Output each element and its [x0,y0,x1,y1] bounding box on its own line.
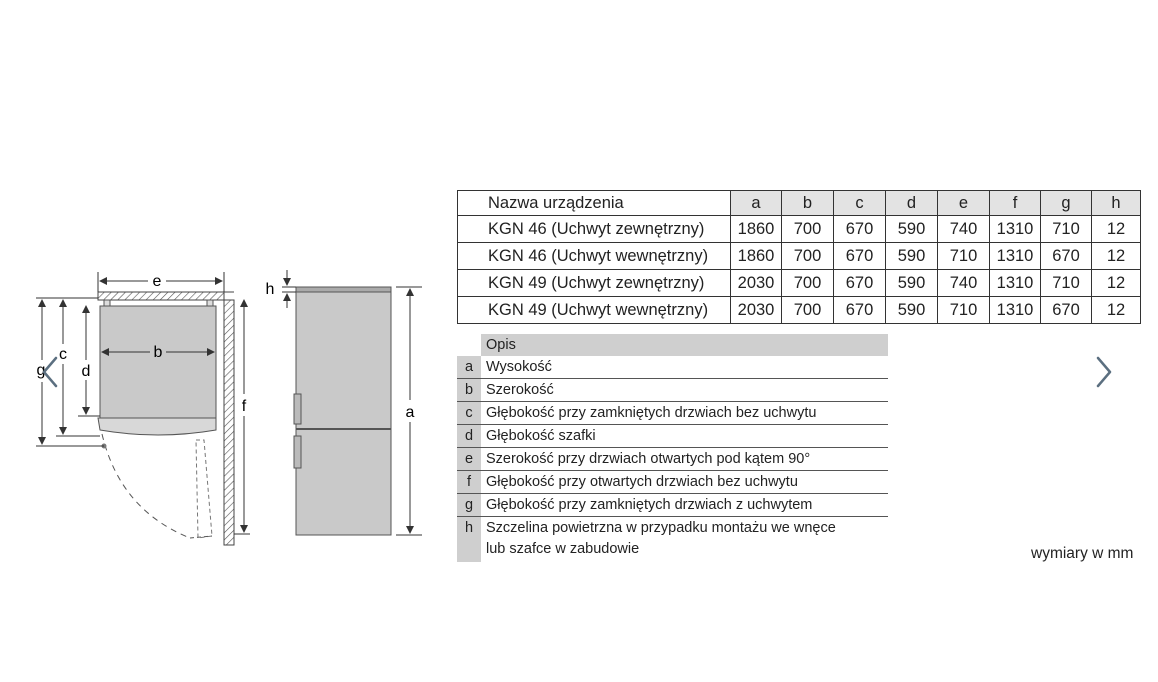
table-row [458,270,1141,297]
legend-table [457,334,888,562]
dim-label-a: a [405,404,415,421]
side-view [282,270,422,535]
value-cell-b: 700 [782,270,834,297]
value-cell-b: 700 [782,243,834,270]
column-header-name: Nazwa urządzenia [458,191,731,216]
legend-row-h [457,517,888,562]
column-header-f: f [990,191,1041,216]
chevron-left-icon [36,352,64,392]
previous-image-button[interactable] [36,352,64,392]
next-image-button[interactable] [1090,352,1118,392]
dim-label-b: b [153,344,163,361]
value-cell-b: 700 [782,297,834,324]
table-row [458,297,1141,324]
legend-key: g [457,494,481,516]
model-name-cell: KGN 49 (Uchwyt zewnętrzny) [458,270,731,297]
legend-key: e [457,448,481,470]
legend-description: Wysokość [486,359,552,375]
legend-description: Głębokość przy zamkniętych drzwiach z uchwytem [486,497,813,513]
column-header-c: c [834,191,886,216]
dim-label-h: h [265,281,275,298]
column-header-g: g [1041,191,1092,216]
value-cell-e: 710 [938,297,990,324]
dim-label-f: f [241,398,247,415]
chevron-right-icon [1090,352,1118,392]
legend-row-e [457,448,888,471]
value-cell-e: 740 [938,216,990,243]
value-cell-h: 12 [1092,270,1141,297]
top-view [36,272,250,545]
column-header-b: b [782,191,834,216]
model-name-cell: KGN 46 (Uchwyt zewnętrzny) [458,216,731,243]
value-cell-a: 1860 [731,216,782,243]
value-cell-c: 670 [834,270,886,297]
dimensions-table [457,190,1141,324]
legend-key: h [457,517,481,562]
value-cell-h: 12 [1092,297,1141,324]
column-header-h: h [1092,191,1141,216]
legend-title: Opis [481,334,888,356]
legend-description: Głębokość przy zamkniętych drzwiach bez uchwytu [486,405,817,421]
legend-description: Szerokość [486,382,554,398]
table-header-row [458,191,1141,216]
dim-label-c: c [59,346,67,363]
value-cell-a: 2030 [731,270,782,297]
legend-row-f [457,471,888,494]
value-cell-h: 12 [1092,243,1141,270]
value-cell-d: 590 [886,297,938,324]
units-note: wymiary w mm [1031,545,1134,562]
legend-description: Głębokość szafki [486,428,596,444]
legend-key: c [457,402,481,424]
legend-row-a [457,356,888,379]
value-cell-g: 710 [1041,270,1092,297]
value-cell-e: 740 [938,270,990,297]
value-cell-g: 670 [1041,297,1092,324]
legend-key: b [457,379,481,401]
dim-label-d: d [81,363,91,380]
column-header-a: a [731,191,782,216]
value-cell-d: 590 [886,243,938,270]
column-header-d: d [886,191,938,216]
value-cell-c: 670 [834,216,886,243]
value-cell-h: 12 [1092,216,1141,243]
dim-label-g: g [36,362,46,379]
table-row [458,243,1141,270]
legend-header [457,334,888,356]
legend-row-c [457,402,888,425]
value-cell-e: 710 [938,243,990,270]
value-cell-g: 670 [1041,243,1092,270]
legend-description: Głębokość przy otwartych drzwiach bez uchwytu [486,474,798,490]
value-cell-b: 700 [782,216,834,243]
value-cell-g: 710 [1041,216,1092,243]
legend-description: Szczelina powietrzna w przypadku montażu we wnęce lub szafce w zabudowie [486,520,836,557]
value-cell-f: 1310 [990,297,1041,324]
dim-label-e: e [152,273,162,290]
column-header-e: e [938,191,990,216]
legend-row-g [457,494,888,517]
dimension-drawing [0,0,460,682]
legend-key: d [457,425,481,447]
model-name-cell: KGN 46 (Uchwyt wewnętrzny) [458,243,731,270]
legend-description: Szerokość przy drzwiach otwartych pod kątem 90° [486,451,811,467]
legend-row-b [457,379,888,402]
legend-key: a [457,356,481,378]
value-cell-d: 590 [886,216,938,243]
model-name-cell: KGN 49 (Uchwyt wewnętrzny) [458,297,731,324]
legend-key: f [457,471,481,493]
legend-row-d [457,425,888,448]
value-cell-f: 1310 [990,216,1041,243]
value-cell-a: 2030 [731,297,782,324]
value-cell-a: 1860 [731,243,782,270]
table-row [458,216,1141,243]
value-cell-f: 1310 [990,270,1041,297]
value-cell-c: 670 [834,297,886,324]
value-cell-d: 590 [886,270,938,297]
value-cell-f: 1310 [990,243,1041,270]
value-cell-c: 670 [834,243,886,270]
